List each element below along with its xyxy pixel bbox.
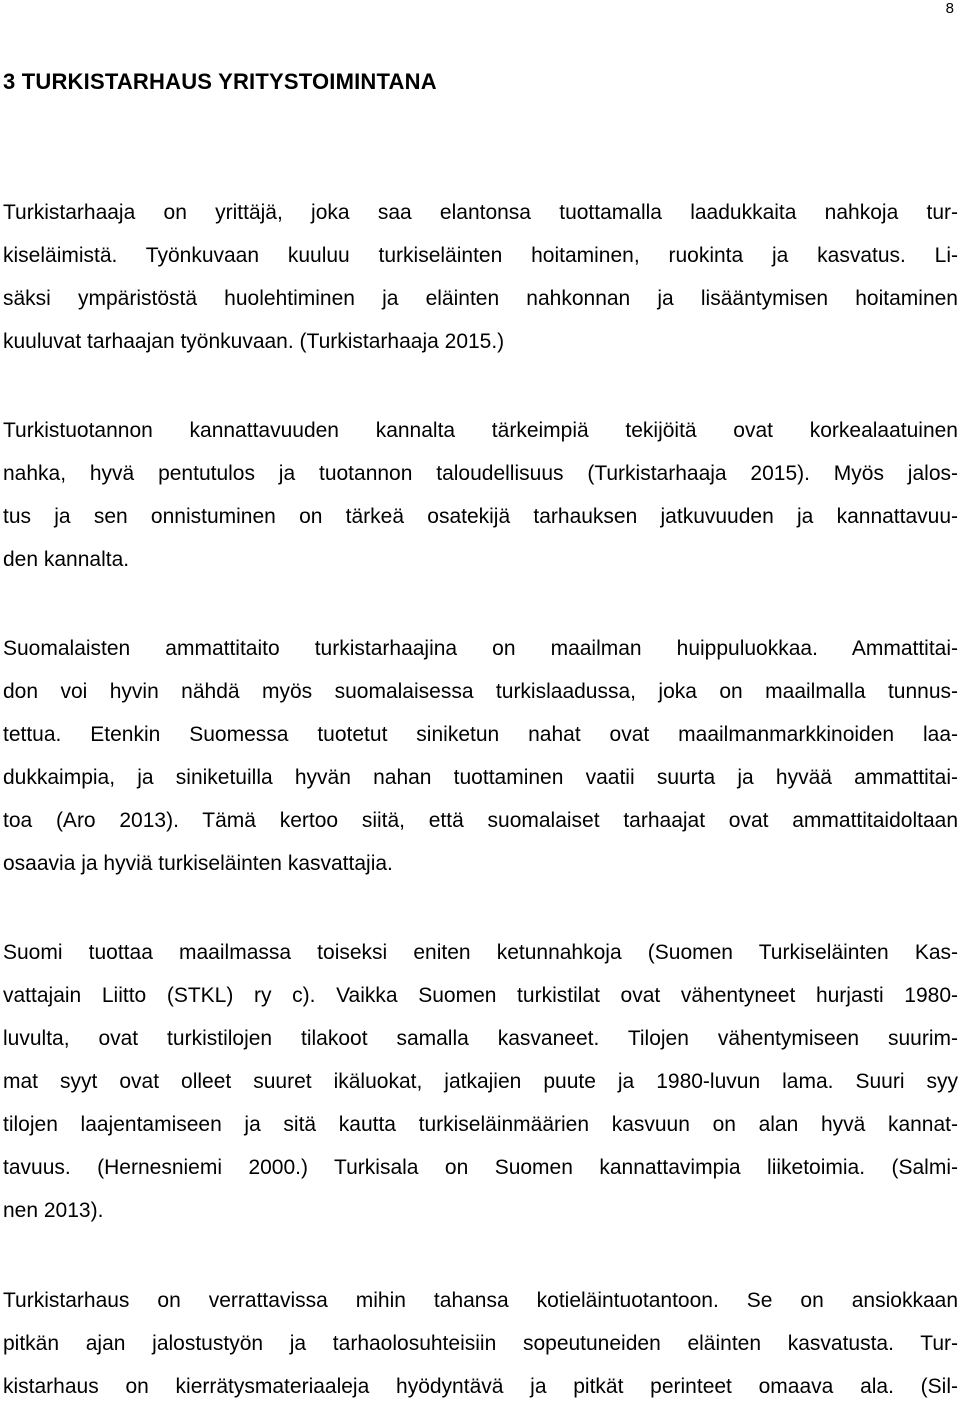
text-line: Suomalaisten ammattitaito turkistarhaajina on maailman huippuluokkaa. Ammattitai- [3, 637, 958, 660]
chapter-heading: 3 TURKISTARHAUS YRITYSTOIMINTANA [3, 69, 437, 94]
paragraph-3 [3, 627, 958, 885]
text-line: tavuus. (Hernesniemi 2000.) Turkisala on Suomen kannattavimpia liiketoimia. (Salmi- [3, 1156, 958, 1179]
paragraph-4 [3, 931, 958, 1232]
text-line: toa (Aro 2013). Tämä kertoo siitä, että suomalaiset tarhaajat ovat ammattitaidoltaan [3, 809, 958, 832]
text-line: mat syyt ovat olleet suuret ikäluokat, jatkajien puute ja 1980-luvun lama. Suuri syy [3, 1070, 958, 1093]
text-line: Suomi tuottaa maailmassa toiseksi eniten ketunnahkoja (Suomen Turkiseläinten Kas- [3, 941, 958, 964]
text-line: Turkistuotannon kannattavuuden kannalta tärkeimpiä tekijöitä ovat korkealaatuinen [3, 419, 958, 442]
text-line: luvulta, ovat turkistilojen tilakoot samalla kasvaneet. Tilojen vähentymiseen suurim- [3, 1027, 958, 1050]
paragraph-1 [3, 191, 958, 363]
text-line: kistarhaus on kierrätysmateriaaleja hyödyntävä ja pitkät perinteet omaava ala. (Sil- [3, 1375, 958, 1398]
text-line: nahka, hyvä pentutulos ja tuotannon taloudellisuus (Turkistarhaaja 2015). Myös jalos- [3, 462, 958, 485]
text-line: den kannalta. [3, 548, 130, 571]
text-line: don voi hyvin nähdä myös suomalaisessa turkislaadussa, joka on maailmalla tunnus- [3, 680, 958, 703]
text-line: dukkaimpia, ja siniketuilla hyvän nahan tuottaminen vaatii suurta ja hyvää ammattitai- [3, 766, 958, 789]
text-line: tilojen laajentamiseen ja sitä kautta turkiseläinmäärien kasvuun on alan hyvä kannat- [3, 1113, 958, 1136]
text-line: Turkistarhaus on verrattavissa mihin tahansa kotieläintuotantoon. Se on ansiokkaan [3, 1289, 958, 1312]
page-number: 8 [945, 0, 954, 17]
paragraph-5 [3, 1279, 958, 1408]
text-line: Turkistarhaaja on yrittäjä, joka saa elantonsa tuottamalla laadukkaita nahkoja tur- [3, 201, 958, 224]
text-line: tettua. Etenkin Suomessa tuotetut siniketun nahat ovat maailmanmarkkinoiden laa- [3, 723, 958, 746]
text-line: kuuluvat tarhaajan työnkuvaan. (Turkistarhaaja 2015.) [3, 330, 505, 353]
text-line: säksi ympäristöstä huolehtiminen ja eläinten nahkonnan ja lisääntymisen hoitaminen [3, 287, 958, 310]
text-line: nen 2013). [3, 1199, 104, 1222]
text-line: osaavia ja hyviä turkiseläinten kasvattajia. [3, 852, 393, 875]
paragraph-2 [3, 409, 958, 581]
text-line: tus ja sen onnistuminen on tärkeä osatekijä tarhauksen jatkuvuuden ja kannattavuu- [3, 505, 958, 528]
text-line: pitkän ajan jalostustyön ja tarhaolosuhteisiin sopeutuneiden eläinten kasvatusta. Tur- [3, 1332, 958, 1355]
text-line: vattajain Liitto (STKL) ry c). Vaikka Suomen turkistilat ovat vähentyneet hurjasti 1980- [3, 984, 958, 1007]
text-line: kiseläimistä. Työnkuvaan kuuluu turkiseläinten hoitaminen, ruokinta ja kasvatus. Li- [3, 244, 958, 267]
